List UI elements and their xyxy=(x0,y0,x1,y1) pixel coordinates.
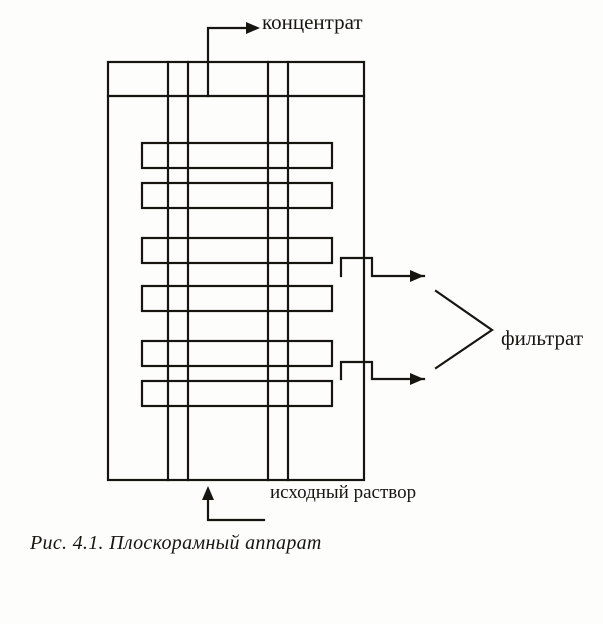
membrane-plate xyxy=(142,183,332,208)
outer-frame xyxy=(108,62,364,480)
membrane-plate xyxy=(142,238,332,263)
membrane-plate xyxy=(142,381,332,406)
membrane-plate xyxy=(142,286,332,311)
arrow-head-concentrate xyxy=(246,22,260,34)
label-feed: исходный раствор xyxy=(270,482,417,503)
figure-caption-text: Плоскорамный аппарат xyxy=(109,532,322,554)
arrow-head-filtrate-upper xyxy=(410,270,424,282)
arrow-head-filtrate-lower xyxy=(410,373,424,385)
figure-caption-number: Рис. 4.1. xyxy=(30,532,104,554)
label-concentrate: концентрат xyxy=(262,10,363,34)
feed-inlet-line xyxy=(208,496,264,520)
label-filtrate: фильтрат xyxy=(501,326,583,350)
membrane-plate xyxy=(142,341,332,366)
filtrate-merge-bracket xyxy=(436,291,492,368)
membrane-plate xyxy=(142,143,332,168)
figure-caption xyxy=(30,532,322,555)
arrow-head-feed xyxy=(202,486,214,500)
